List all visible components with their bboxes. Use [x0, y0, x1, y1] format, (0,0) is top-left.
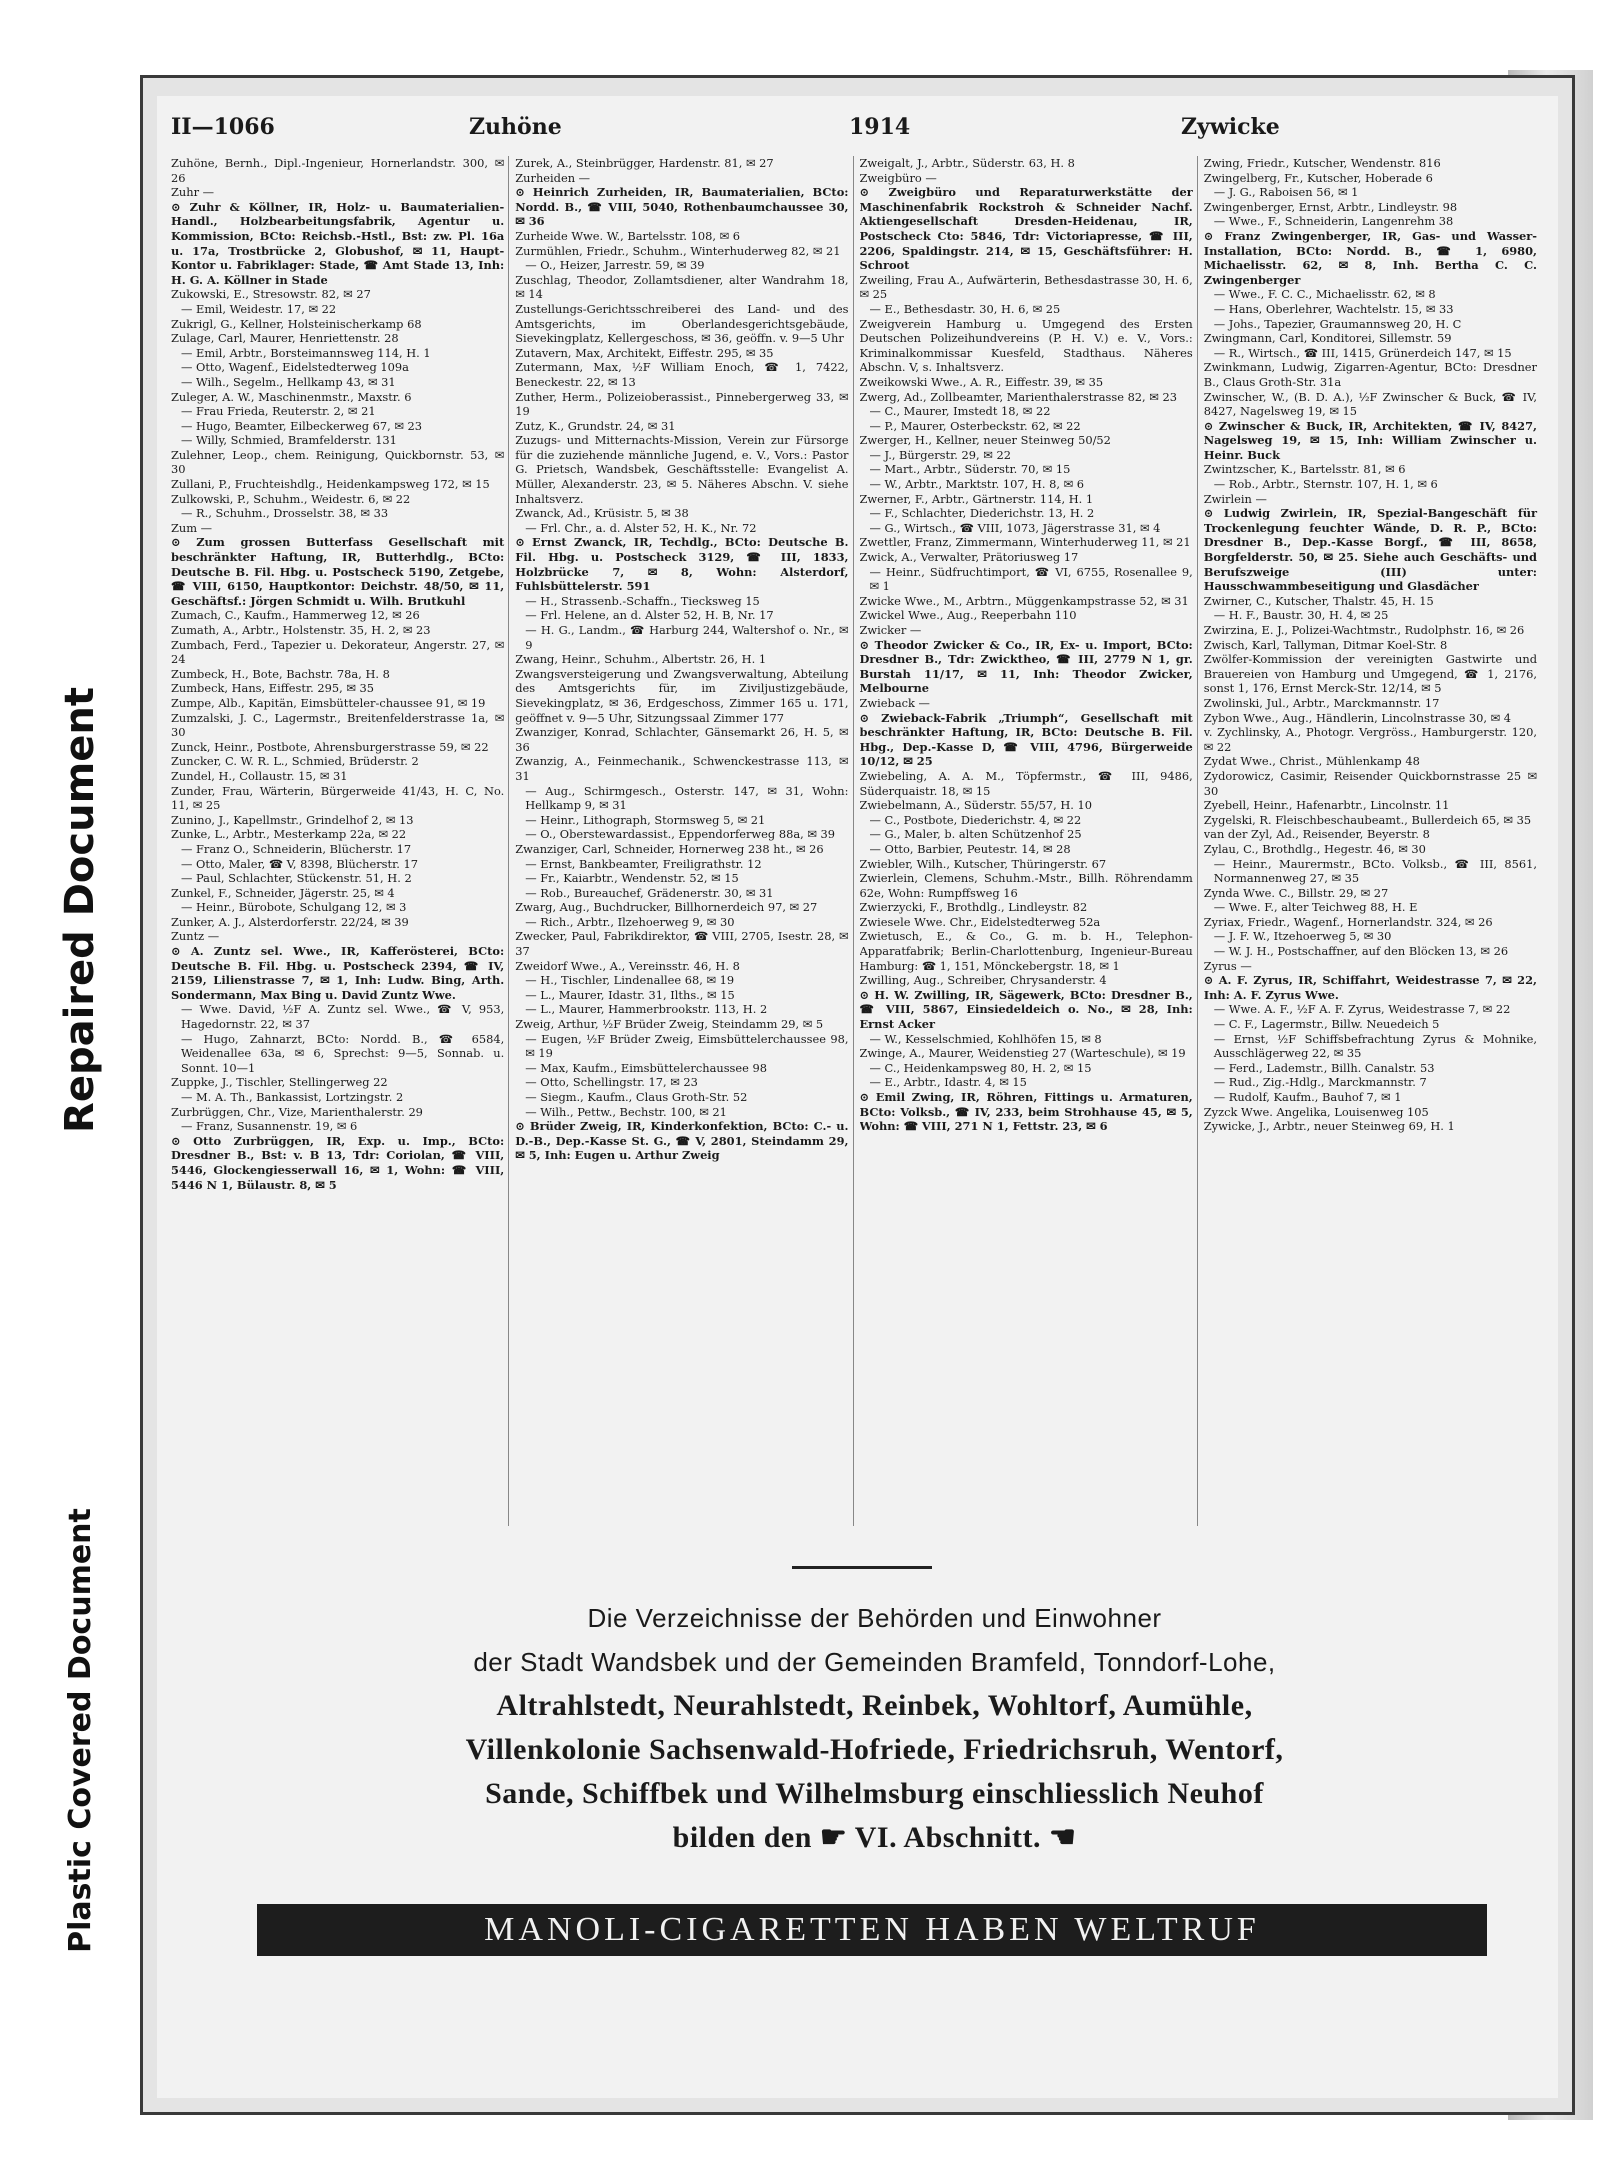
directory-entry: — Hans, Oberlehrer, Wachtelstr. 15, ✉ 33 [1213, 301, 1454, 316]
directory-entry: — C. F., Lagermstr., Billw. Neuedeich 5 [1213, 1017, 1440, 1032]
directory-entry: Zweigbüro — [859, 170, 937, 185]
directory-entry: — E., Bethesdastr. 30, H. 6, ✉ 25 [869, 301, 1061, 316]
directory-entry: — Frau Frieda, Reuterstr. 2, ✉ 21 [181, 404, 376, 419]
directory-entry: — H., Tischler, Lindenallee 68, ✉ 19 [525, 973, 735, 988]
directory-entry: — C., Heidenkampsweg 80, H. 2, ✉ 15 [869, 1060, 1092, 1075]
directory-entry: — E., Arbtr., Idastr. 4, ✉ 15 [869, 1075, 1027, 1090]
directory-entry: — P., Maurer, Osterbeckstr. 62, ✉ 22 [869, 418, 1081, 433]
directory-entry: — Rob., Bureauchef, Grädenerstr. 30, ✉ 31 [525, 885, 774, 900]
directory-entry: — Fr., Kaiarbtr., Wendenstr. 52, ✉ 15 [525, 871, 739, 886]
plastic-covered-document-label [0, 1380, 160, 2080]
directory-entry: Zwietusch, E., & Co., G. m. b. H., Telephon-Apparatfabrik; Berlin-Charlottenburg, Ingenieur-Bureau Hamburg: ☎ 1, 151, Mönckebergstr. 18, ✉ 1 [859, 929, 1193, 973]
directory-entry: — Mart., Arbtr., Süderstr. 70, ✉ 15 [869, 462, 1071, 477]
directory-entry: Zunkel, F., Schneider, Jägerstr. 25, ✉ 4 [171, 885, 395, 900]
directory-entry: Zullani, P., Fruchteishdlg., Heidenkampsweg 172, ✉ 15 [171, 477, 490, 492]
directory-entry: Zyebell, Heinr., Hafenarbtr., Lincolnstr. 11 [1203, 798, 1450, 813]
directory-entry: Zwanziger, Konrad, Schlachter, Gänsemarkt 26, H. 5, ✉ 36 [515, 725, 849, 754]
directory-entry: Zumzalski, J. C., Lagermstr., Breitenfelderstrasse 1a, ✉ 30 [171, 710, 505, 740]
directory-entry: ⊙ Franz Zwingenberger, IR, Gas- und Wasser-Installation, BCto: Nordd. B., ☎ 1, 6980, Michaelisstr. 62, ✉ 8, Inh. Bertha C. C. Zwingenberger [1203, 228, 1537, 287]
directory-entry: Zwicke Wwe., M., Arbtrn., Müggenkampstrasse 52, ✉ 31 [859, 593, 1189, 608]
directory-entry: — Emil, Weidestr. 17, ✉ 22 [181, 301, 337, 316]
directory-entry: — Ferd., Lademstr., Billh. Canalstr. 53 [1213, 1060, 1435, 1075]
directory-entry: — Wwe., F., Schneiderin, Langenrehm 38 [1213, 214, 1454, 229]
directory-columns [171, 156, 1541, 1526]
directory-entry: Zwang, Heinr., Schuhm., Albertstr. 26, H. 1 [515, 652, 767, 667]
directory-entry: — Heinr., Maurermstr., BCto. Volksb., ☎ III, 8561, Normannenweg 27, ✉ 35 [1213, 856, 1537, 886]
directory-entry: — Heinr., Bürobote, Schulgang 12, ✉ 3 [181, 900, 407, 915]
directory-column-2 [515, 156, 853, 1526]
running-header [171, 106, 1541, 146]
directory-entry: Zwangsversteigerung und Zwangsverwaltung, Abteilung des Amtsgerichts für, im Ziviljustizgebäude, Sievekingplatz, ✉ 36, Erdgeschoss, Zimmer 165 u. 171, geöffnet v. 9—5 Uhr, Sitzungssaal Zimmer 177 [515, 666, 849, 725]
directory-entry: ⊙ Brüder Zweig, IR, Kinderkonfektion, BCto: C.- u. D.-B., Dep.-Kasse St. G., ☎ V, 2801, Steindamm 29, ✉ 5, Inh: Eugen u. Arthur Zweig [515, 1119, 849, 1163]
directory-entry: — Wwe. David, ½F A. Zuntz sel. Wwe., ☎ V, 953, Hagedornstr. 22, ✉ 37 [181, 1002, 505, 1032]
directory-entry: Zurek, A., Steinbrügger, Hardenstr. 81, ✉ 27 [515, 156, 774, 170]
directory-entry: ⊙ Emil Zwing, IR, Röhren, Fittings u. Armaturen, BCto: Volksb., ☎ IV, 233, beim Strohhause 45, ✉ 5, Wohn: ☎ VIII, 271 N 1, Fettstr. 23, ✉ 6 [859, 1090, 1193, 1134]
repaired-document-label [0, 600, 160, 1220]
directory-entry: — O., Heizer, Jarrestr. 59, ✉ 39 [525, 258, 705, 273]
plastic-covered-document-label-text: Plastic Covered Document [62, 1507, 98, 1953]
directory-entry: Zwierlein, Clemens, Schuhm.-Mstr., Billh. Röhrendamm 62e, Wohn: Rumpffsweg 16 [859, 871, 1193, 900]
notice-line: Villenkolonie Sachsenwald-Hofriede, Friedrichsruh, Wentorf, [465, 1733, 1284, 1766]
directory-entry: Zwanzig, A., Feinmechanik., Schwenckestrasse 113, ✉ 31 [515, 754, 849, 783]
directory-entry: — Heinr., Lithograph, Stormsweg 5, ✉ 21 [525, 812, 766, 827]
directory-entry: Zybon Wwe., Aug., Händlerin, Lincolnstrasse 30, ✉ 4 [1203, 710, 1512, 725]
directory-entry: — Heinr., Südfruchtimport, ☎ VI, 6755, Rosenallee 9, ✉ 1 [869, 564, 1193, 594]
directory-entry: Zurheide Wwe. W., Bartelsstr. 108, ✉ 6 [515, 228, 741, 243]
directory-entry: ⊙ Zum grossen Butterfass Gesellschaft mit beschränkter Haftung, IR, Butterhdlg., BCto: Deutsche B. Fil. Hbg. u. Postscheck 5190, Zetgebe, ☎ VIII, 6150, Hauptkontor: Deichstr. 48/50, ✉ 11, Geschäftsf.: Jörgen Schmidt u. Wilh. Brutkuhl [171, 535, 505, 608]
directory-entry: — W., Kesselschmied, Kohlhöfen 15, ✉ 8 [869, 1031, 1102, 1046]
directory-entry: Zwecker, Paul, Fabrikdirektor, ☎ VIII, 2705, Isestr. 28, ✉ 37 [515, 929, 849, 959]
directory-entry: Zwing, Friedr., Kutscher, Wendenstr. 816 [1203, 156, 1441, 170]
directory-entry: — Wilh., Pettw., Bechstr. 100, ✉ 21 [525, 1104, 727, 1119]
directory-entry: Zwirlein — [1203, 491, 1267, 506]
page-body [157, 96, 1558, 2098]
directory-entry: Zweigalt, J., Arbtr., Süderstr. 63, H. 8 [859, 156, 1075, 170]
directory-entry: Zuther, Herm., Polizeioberassist., Pinnebergerweg 33, ✉ 19 [515, 389, 849, 419]
directory-entry: Zutz, K., Grundstr. 24, ✉ 31 [515, 418, 676, 433]
directory-entry: Zwieback — [859, 695, 930, 710]
directory-entry: Zwiebeling, A. A. M., Töpfermstr., ☎ III, 9486, Süderquaistr. 18, ✉ 15 [859, 768, 1193, 798]
directory-entry: Zurmühlen, Friedr., Schuhm., Winterhuderweg 82, ✉ 21 [515, 243, 841, 258]
directory-entry: Zukowski, E., Stresowstr. 82, ✉ 27 [171, 287, 371, 302]
directory-entry: Zwerger, H., Kellner, neuer Steinweg 50/52 [859, 433, 1111, 448]
directory-entry: Zyzck Wwe. Angelika, Louisenweg 105 [1203, 1104, 1429, 1119]
section-notice [177, 1596, 1572, 1860]
directory-entry: — G., Wirtsch., ☎ VIII, 1073, Jägerstrasse 31, ✉ 4 [869, 520, 1161, 535]
directory-entry: — O., Oberstewardassist., Eppendorferweg 88a, ✉ 39 [525, 827, 836, 842]
directory-entry: Zutermann, Max, ½F William Enoch, ☎ 1, 7422, Beneckestr. 22, ✉ 13 [515, 360, 849, 389]
directory-entry: — Willy, Schmied, Bramfelderstr. 131 [181, 433, 397, 448]
directory-entry: — J., Bürgerstr. 29, ✉ 22 [869, 447, 1011, 462]
directory-entry: Zumbeck, Hans, Eiffestr. 295, ✉ 35 [171, 681, 375, 696]
directory-entry: Zwinge, A., Maurer, Weidenstieg 27 (Warteschule), ✉ 19 [859, 1046, 1186, 1061]
directory-entry: Zwick, A., Verwalter, Prätoriusweg 17 [859, 550, 1079, 565]
directory-entry: Zwisch, Karl, Tallyman, Ditmar Koel-Str. 8 [1203, 637, 1448, 652]
directory-entry: Zunker, A. J., Alsterdorferstr. 22/24, ✉ 39 [171, 914, 409, 929]
directory-entry: ⊙ Zwieback-Fabrik „Triumph“, Gesellschaft mit beschränkter Haftung, IR, BCto: Deutsche B. Fil. Hbg., Dep.-Kasse D, ☎ VIII, 4796, Bürgerweide 10/12, ✉ 25 [859, 710, 1193, 769]
directory-entry: — Wilh., Segelm., Hellkamp 43, ✉ 31 [181, 374, 396, 389]
directory-entry: — Otto, Maler, ☎ V, 8398, Blücherstr. 17 [181, 856, 418, 871]
directory-entry: — Eugen, ½F Brüder Zweig, Eimsbüttelerchaussee 98, ✉ 19 [525, 1031, 849, 1061]
directory-entry: — Wwe. A. F., ½F A. F. Zyrus, Weidestrasse 7, ✉ 22 [1213, 1002, 1511, 1017]
directory-entry: — Franz O., Schneiderin, Blücherstr. 17 [181, 841, 412, 856]
directory-entry: van der Zyl, Ad., Reisender, Beyerstr. 8 [1203, 827, 1430, 842]
directory-entry: Zwingmann, Carl, Konditorei, Sillemstr. 59 [1203, 331, 1452, 346]
directory-entry: Zulkowski, P., Schuhm., Weidestr. 6, ✉ 22 [171, 491, 411, 506]
directory-entry: ⊙ Zuhr & Köllner, IR, Holz- u. Baumaterialien-Handl., Holzbearbeitungsfabrik, Agentur u. Kommission, BCto: Reichsb.-Hstl., Bst: zw. Pl. 16a u. 17a, Trostbrücke 2, Globushof, ✉ 11, Haupt-Kontor u. Fabriklager: Stade, ☎ Amt Stade 13, Inh: H. G. A. Köllner in Stade [171, 199, 505, 287]
directory-entry: — Frl. Chr., a. d. Alster 52, H. K., Nr. 72 [525, 520, 757, 535]
directory-entry: Zwingenberger, Ernst, Arbtr., Lindleystr. 98 [1203, 199, 1458, 214]
directory-entry: Zuzugs- und Mitternachts-Mission, Verein zur Fürsorge für die zuziehende männliche Jugend, e. V., Vors.: Pastor G. Prietsch, Wandsbek, Geschäftsstelle: Evangelist A. Müller, Alexanderstr. 23, ✉ 5. Näheres Abschn. V. siehe Inhaltsverz. [515, 433, 849, 506]
directory-entry: Zundel, H., Collaustr. 15, ✉ 31 [171, 768, 348, 783]
directory-entry: Zunder, Frau, Wärterin, Bürgerweide 41/43, H. C, No. 11, ✉ 25 [171, 783, 505, 813]
directory-entry: — R., Wirtsch., ☎ III, 1415, Grünerdeich 147, ✉ 15 [1213, 345, 1512, 360]
directory-entry: Zukrigl, G., Kellner, Holsteinischerkamp 68 [171, 316, 422, 331]
directory-entry: Zywicke, J., Arbtr., neuer Steinweg 69, H. 1 [1203, 1119, 1455, 1134]
last-entry-name: Zywicke [1181, 114, 1280, 140]
directory-entry: Zweigverein Hamburg u. Umgegend des Ersten Deutschen Polizeihundvereins (P. H. V.) e. V., Vors.: Kriminalkommissar Kuesfeld, Stadthaus. Näheres Abschn. V, s. Inhaltsverz. [859, 316, 1193, 375]
directory-entry: Zum — [171, 520, 213, 535]
directory-entry: Zylau, C., Brothdlg., Hegestr. 46, ✉ 30 [1203, 841, 1426, 856]
directory-entry: ⊙ A. Zuntz sel. Wwe., IR, Kafferösterei, BCto: Deutsche B. Fil. Hbg. u. Postscheck 2394, ☎ IV, 2159, Lilienstrasse 7, ✉ 1, Inh: Ludw. Bing, Arth. Sondermann, Max Bing u. David Zuntz Wwe. [171, 944, 505, 1002]
directory-entry: ⊙ Theodor Zwicker & Co., IR, Ex- u. Import, BCto: Dresdner B., Tdr: Zwicktheo, ☎ III, 2779 N 1, gr. Burstah 11/17, ✉ 11, Inh: Theodor Zwicker, Melbourne [859, 637, 1193, 696]
directory-entry: Zunke, L., Arbtr., Mesterkamp 22a, ✉ 22 [171, 827, 407, 842]
directory-entry: — G., Maler, b. alten Schützenhof 25 [869, 827, 1082, 842]
directory-entry: — J. G., Raboisen 56, ✉ 1 [1213, 185, 1359, 200]
directory-entry: Zumath, A., Arbtr., Holstenstr. 35, H. 2, ✉ 23 [171, 623, 431, 637]
directory-entry: — L., Maurer, Idastr. 31, Ilths., ✉ 15 [525, 987, 735, 1002]
directory-entry: ⊙ Ernst Zwanck, IR, Techdlg., BCto: Deutsche B. Fil. Hbg. u. Postscheck 3129, ☎ III, 1833, Holzbrücke 7, ✉ 8, Wohn: Alsterdorf, Fuhlsbüttelerstr. 591 [515, 535, 849, 594]
directory-entry: ⊙ H. W. Zwilling, IR, Sägewerk, BCto: Dresdner B., ☎ VIII, 5867, Einsiedeldeich o. No., ✉ 28, Inh: Ernst Acker [859, 987, 1193, 1032]
directory-entry: Zwerner, F., Arbtr., Gärtnerstr. 114, H. 1 [859, 491, 1094, 506]
directory-entry: ⊙ Otto Zurbrüggen, IR, Exp. u. Imp., BCto: Dresdner B., Bst: v. B 13, Tdr: Coriolan, ☎ VIII, 5446, Glockengiesserwall 16, ✉ 1, Wohn: ☎ VIII, 5446 N 1, Bülaustr. 8, ✉ 5 [171, 1133, 505, 1192]
advertisement-banner: MANOLI-CIGARETTEN HABEN WELTRUF [257, 1904, 1487, 1956]
directory-entry: Zwiesele Wwe. Chr., Eidelstedterweg 52a [859, 914, 1101, 929]
directory-entry: Zwarg, Aug., Buchdrucker, Billhornerdeich 97, ✉ 27 [515, 900, 818, 915]
directory-entry: Zweikowski Wwe., A. R., Eiffestr. 39, ✉ 35 [859, 374, 1104, 389]
directory-entry: — M. A. Th., Bankassist, Lortzingstr. 2 [181, 1090, 404, 1104]
directory-entry: — Aug., Schirmgesch., Osterstr. 147, ✉ 31, Wohn: Hellkamp 9, ✉ 31 [525, 783, 849, 813]
directory-entry: — Wwe., F. C. C., Michaelisstr. 62, ✉ 8 [1213, 287, 1436, 302]
directory-entry: — W., Arbtr., Marktstr. 107, H. 8, ✉ 6 [869, 477, 1084, 492]
notice-line: der Stadt Wandsbek und der Gemeinden Bramfeld, Tonndorf-Lohe, [473, 1647, 1276, 1677]
directory-entry: — Max, Kaufm., Eimsbüttelerchaussee 98 [525, 1060, 767, 1075]
directory-entry: — Emil, Arbtr., Borsteimannsweg 114, H. 1 [181, 345, 431, 360]
directory-entry: Zwickel Wwe., Aug., Reeperbahn 110 [859, 608, 1077, 623]
directory-entry: Zuppke, J., Tischler, Stellingerweg 22 [171, 1075, 388, 1090]
notice-line: Altrahlstedt, Neurahlstedt, Reinbek, Wohltorf, Aumühle, [496, 1689, 1253, 1722]
directory-entry: Zwettler, Franz, Zimmermann, Winterhuderweg 11, ✉ 21 [859, 535, 1191, 550]
directory-entry: Zweig, Arthur, ½F Brüder Zweig, Steindamm 29, ✉ 5 [515, 1017, 824, 1032]
directory-entry: Zumbeck, H., Bote, Bachstr. 78a, H. 8 [171, 666, 390, 681]
directory-entry: — Hugo, Beamter, Eilbeckerweg 67, ✉ 23 [181, 418, 423, 433]
directory-entry: — L., Maurer, Hammerbrookstr. 113, H. 2 [525, 1002, 768, 1017]
directory-entry: Zumach, C., Kaufm., Hammerweg 12, ✉ 26 [171, 608, 420, 623]
directory-column-1 [171, 156, 509, 1526]
directory-entry: Zwirner, C., Kutscher, Thalstr. 45, H. 15 [1203, 593, 1434, 608]
directory-column-3 [860, 156, 1198, 1526]
notice-line: Die Verzeichnisse der Behörden und Einwohner [587, 1603, 1162, 1633]
directory-entry: v. Zychlinsky, A., Photogr. Vergröss., Hamburgerstr. 120, ✉ 22 [1203, 725, 1537, 754]
directory-entry: Zwanziger, Carl, Schneider, Hornerweg 238 ht., ✉ 26 [515, 841, 824, 856]
directory-entry: — C., Postbote, Diederichstr. 4, ✉ 22 [869, 812, 1082, 827]
directory-entry: Zygelski, R. Fleischbeschaubeamt., Bullerdeich 65, ✉ 35 [1203, 812, 1532, 827]
directory-entry: — Otto, Wagenf., Eidelstedterweg 109a [181, 360, 409, 375]
directory-entry: Zuntz — [171, 929, 220, 944]
directory-entry: — R., Schuhm., Drosselstr. 38, ✉ 33 [181, 506, 389, 521]
page-number: II—1066 [171, 114, 275, 140]
directory-entry: Zynda Wwe. C., Billstr. 29, ✉ 27 [1203, 885, 1389, 900]
directory-entry: Zwolinski, Jul., Arbtr., Marckmannstr. 17 [1203, 695, 1440, 710]
directory-entry: Zuschlag, Theodor, Zollamtsdiener, alter Wandrahm 18, ✉ 14 [515, 272, 849, 302]
directory-entry: Zurbrüggen, Chr., Vize, Marienthalerstr. 29 [171, 1104, 423, 1119]
directory-entry: Zweidorf Wwe., A., Vereinsstr. 46, H. 8 [515, 958, 740, 973]
directory-entry: — W. J. H., Postschaffner, auf den Blöcken 13, ✉ 26 [1213, 944, 1509, 959]
directory-entry: — Otto, Schellingstr. 17, ✉ 23 [525, 1075, 698, 1090]
directory-entry: — Rudolf, Kaufm., Bauhof 7, ✉ 1 [1213, 1090, 1402, 1104]
directory-entry: Zwerg, Ad., Zollbeamter, Marienthalerstrasse 82, ✉ 23 [859, 389, 1177, 404]
directory-entry: ⊙ A. F. Zyrus, IR, Schiffahrt, Weidestrasse 7, ✉ 22, Inh: A. F. Zyrus Wwe. [1203, 973, 1537, 1002]
directory-entry: Zyriax, Friedr., Wagenf., Hornerlandstr. 324, ✉ 26 [1203, 914, 1493, 929]
directory-entry: Zutavern, Max, Architekt, Eiffestr. 295, ✉ 35 [515, 345, 774, 360]
directory-entry: ⊙ Heinrich Zurheiden, IR, Baumaterialien, BCto: Nordd. B., ☎ VIII, 5040, Rothenbaumchaussee 30, ✉ 36 [515, 185, 849, 229]
directory-entry: Zulage, Carl, Maurer, Henriettenstr. 28 [171, 331, 399, 346]
directory-entry: Zweiling, Frau A., Aufwärterin, Bethesdastrasse 30, H. 6, ✉ 25 [859, 272, 1193, 302]
directory-entry: — Siegm., Kaufm., Claus Groth-Str. 52 [525, 1090, 748, 1104]
directory-entry: — C., Maurer, Imstedt 18, ✉ 22 [869, 404, 1051, 419]
directory-entry: — Ernst, ½F Schiffsbefrachtung Zyrus & Mohnike, Ausschlägerweg 22, ✉ 35 [1213, 1031, 1537, 1061]
directory-entry: — Frl. Helene, an d. Alster 52, H. B, Nr. 17 [525, 608, 774, 623]
directory-entry: Zyrus — [1203, 958, 1252, 973]
directory-year: 1914 [849, 114, 911, 140]
directory-entry: Zwiebelmann, A., Süderstr. 55/57, H. 10 [859, 798, 1093, 813]
directory-entry: — Rob., Arbtr., Sternstr. 107, H. 1, ✉ 6 [1213, 477, 1438, 492]
directory-entry: Zwilling, Aug., Schreiber, Chrysanderstr. 4 [859, 973, 1107, 988]
directory-entry: Zustellungs-Gerichtsschreiberei des Land- und des Amtsgerichts, im Oberlandesgerichtsgebäude, Sievekingplatz, Kellergeschoss, ✉ 36, geöffn. v. 9—5 Uhr [515, 301, 849, 346]
directory-entry: — Ernst, Bankbeamter, Freiligrathstr. 12 [525, 856, 762, 871]
directory-entry: Zumpe, Alb., Kapitän, Eimsbütteler-chaussee 91, ✉ 19 [171, 695, 486, 710]
directory-entry: Zwinkmann, Ludwig, Zigarren-Agentur, BCto: Dresdner B., Claus Groth-Str. 31a [1203, 360, 1537, 389]
directory-entry: ⊙ Ludwig Zwirlein, IR, Spezial-Bangeschäft für Trockenlegung feuchter Wände, D. R. P., BCto: Dresdner B., Dep.-Kasse Borgf., ☎ III, 8658, Borgfelderstr. 50, ✉ 25. Siehe auch Geschäfts- und Berufszweige (III) unter: Hausschwammbeseitigung und Glasdächer [1203, 506, 1537, 594]
directory-entry: — Otto, Barbier, Peutestr. 14, ✉ 28 [869, 841, 1071, 856]
directory-entry: Zunino, J., Kapellmstr., Grindelhof 2, ✉ 13 [171, 812, 414, 827]
directory-entry: Zwinscher, W., (B. D. A.), ½F Zwinscher & Buck, ☎ IV, 8427, Nagelsweg 19, ✉ 15 [1203, 389, 1537, 419]
directory-entry: — H. G., Landm., ☎ Harburg 244, Waltershof o. Nr., ✉ 9 [525, 623, 849, 652]
directory-entry: Zunck, Heinr., Postbote, Ahrensburgerstrasse 59, ✉ 22 [171, 739, 489, 754]
directory-entry: Zuhöne, Bernh., Dipl.-Ingenieur, Hornerlandstr. 300, ✉ 26 [171, 156, 505, 185]
directory-entry: Zwanck, Ad., Krüsistr. 5, ✉ 38 [515, 506, 689, 521]
directory-entry: — Hugo, Zahnarzt, BCto: Nordd. B., ☎ 6584, Weidenallee 63a, ✉ 6, Sprechst: 9—5, Sonnab. u. Sonnt. 10—1 [181, 1031, 505, 1075]
directory-entry: — Franz, Susannenstr. 19, ✉ 6 [181, 1119, 358, 1134]
notice-line: Sande, Schiffbek und Wilhelmsburg einschliesslich Neuhof [485, 1777, 1264, 1810]
directory-entry: Zulehner, Leop., chem. Reinigung, Quickbornstr. 53, ✉ 30 [171, 447, 505, 477]
section-divider [792, 1566, 932, 1569]
directory-entry: Zydorowicz, Casimir, Reisender Quickbornstrasse 25 ✉ 30 [1203, 768, 1537, 798]
directory-entry: — Rud., Zig.-Hdlg., Marckmannstr. 7 [1213, 1075, 1427, 1090]
directory-entry: — H., Strassenb.-Schaffn., Tiecksweg 15 [525, 593, 760, 608]
repaired-document-label-text: Repaired Document [57, 687, 103, 1133]
directory-entry: — Johs., Tapezier, Graumannsweg 20, H. C [1213, 316, 1462, 331]
directory-entry: — F., Schlachter, Diederichstr. 13, H. 2 [869, 506, 1095, 521]
directory-entry: Zumbach, Ferd., Tapezier u. Dekorateur, Angerstr. 27, ✉ 24 [171, 637, 505, 667]
directory-column-4 [1204, 156, 1541, 1526]
directory-entry: Zwintzscher, K., Bartelsstr. 81, ✉ 6 [1203, 462, 1406, 477]
directory-entry: — Rich., Arbtr., Ilzehoerweg 9, ✉ 30 [525, 914, 735, 929]
directory-entry: Zwölfer-Kommission der vereinigten Gastwirte und Brauereien von Hamburg und Umgegend, ☎ 1, 2176, sonst 1, 176, Ernst Merck-Str. 12/14, ✉ 5 [1203, 652, 1537, 696]
directory-entry: Zuleger, A. W., Maschinenmstr., Maxstr. 6 [171, 389, 412, 404]
directory-entry: Zwicker — [859, 623, 922, 637]
directory-entry: — J. F. W., Itzehoerweg 5, ✉ 30 [1213, 929, 1392, 944]
directory-entry: Zwierzycki, F., Brothdlg., Lindleystr. 82 [859, 900, 1088, 915]
directory-entry: — Paul, Schlachter, Stückenstr. 51, H. 2 [181, 871, 412, 886]
directory-entry: — H. F., Baustr. 30, H. 4, ✉ 25 [1213, 608, 1389, 623]
directory-entry: Zwiebler, Wilh., Kutscher, Thüringerstr. 67 [859, 856, 1107, 871]
notice-line: bilden den ☛ VI. Abschnitt. ☚ [672, 1821, 1077, 1854]
scanned-page [140, 75, 1575, 2115]
directory-entry: ⊙ Zweigbüro und Reparaturwerkstätte der Maschinenfabrik Rockstroh & Schneider Nachf. Aktiengesellschaft Dresden-Heidenau, IR, Postscheck Cto: 5846, Tdr: Victoriapresse, ☎ III, 2206, Spaldingstr. 214, ✉ 15, Geschäftsführer: H. Schroot [859, 185, 1193, 273]
directory-entry: Zurheiden — [515, 170, 591, 185]
directory-entry: Zwirzina, E. J., Polizei-Wachtmstr., Rudolphstr. 16, ✉ 26 [1203, 623, 1525, 637]
directory-entry: Zuhr — [171, 185, 215, 200]
directory-entry: Zuncker, C. W. R. L., Schmied, Brüderstr. 2 [171, 754, 419, 769]
directory-entry: Zydat Wwe., Christ., Mühlenkamp 48 [1203, 754, 1420, 769]
directory-entry: Zwingelberg, Fr., Kutscher, Hoberade 6 [1203, 170, 1433, 185]
directory-entry: — Wwe. F., alter Teichweg 88, H. E [1213, 900, 1418, 915]
directory-entry: ⊙ Zwinscher & Buck, IR, Architekten, ☎ IV, 8427, Nagelsweg 19, ✉ 15, Inh: William Zwinscher u. Heinr. Buck [1203, 418, 1537, 462]
first-entry-name: Zuhöne [469, 114, 562, 140]
